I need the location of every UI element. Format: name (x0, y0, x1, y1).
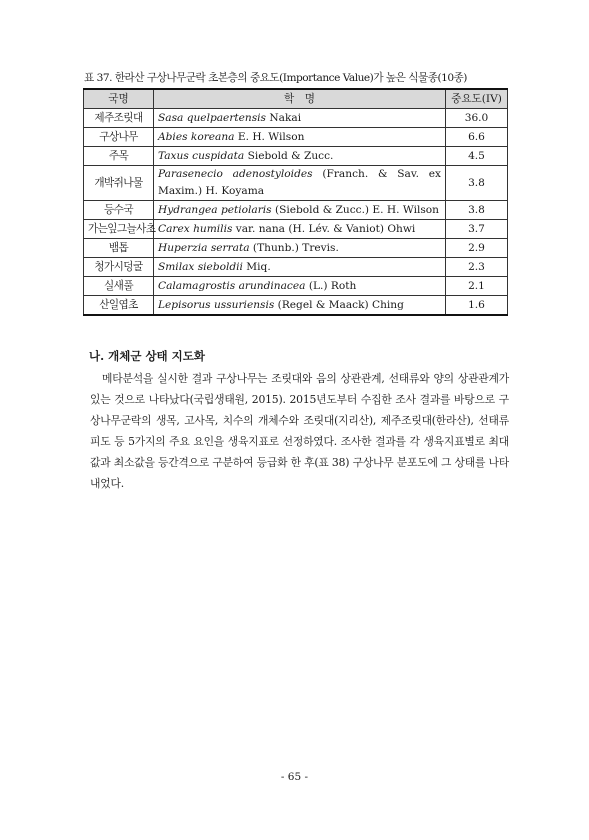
scientific-name-cell (154, 166, 446, 201)
korean-name-cell: 가는잎그늘사초 (84, 220, 154, 239)
scientific-name-italic: Parasenecio adenostyloides (158, 168, 313, 180)
scientific-name-italic: Hydrangea petiolaris (158, 203, 272, 216)
scientific-name-cell (154, 258, 446, 277)
header-importance-value: 중요도(IV) (446, 89, 508, 109)
scientific-name-italic: Smilax sieboldii (158, 260, 243, 273)
korean-name-cell: 청가시덩굴 (84, 258, 154, 277)
scientific-name-italic: Abies koreana (158, 130, 235, 143)
scientific-name-cell (154, 147, 446, 166)
korean-name-cell: 구상나무 (84, 128, 154, 147)
scientific-name-italic: Sasa quelpaertensis (158, 111, 266, 124)
scientific-name-cell (154, 220, 446, 239)
table-row (84, 128, 508, 147)
table-row (84, 277, 508, 296)
scientific-name-authority: (Regel & Maack) Ching (274, 298, 404, 311)
korean-name-cell: 실새풀 (84, 277, 154, 296)
table-header-row (84, 89, 508, 109)
scientific-name-authority: (L.) Roth (305, 279, 357, 292)
scientific-name-authority: (Siebold & Zucc.) E. H. Wilson (271, 203, 439, 216)
korean-name-cell: 뱀톱 (84, 239, 154, 258)
scientific-name-authority: var. nana (H. Lév. & Vaniot) Ohwi (232, 222, 416, 235)
scientific-name-italic: Carex humilis (158, 222, 233, 235)
importance-value-cell: 3.8 (446, 201, 508, 220)
korean-name-cell: 등수국 (84, 201, 154, 220)
scientific-name-cell (154, 296, 446, 316)
table-row (84, 239, 508, 258)
body-text: 메타분석을 실시한 결과 구상나무는 조릿대와 음의 상관관계, 선태류와 양의 상관관계가 있는 것으로 나타났다(국립생태원, 2015). 2015년도부터 수집한 조사 결과를 바탕으로 구상나무군락의 생목, 고사목, 치수의 개체수와 조릿대(지리산), 제주조릿대(한라산), 선태류 피도 등 5가지의 주요 요인을 생육지표로 선정하였다. 조사한 결과를 각 생육지표별로 최대값과 최소값을 등간격으로 구분하여 등급화 한 후(표 38) 구상나무 분포도에 그 상태를 나타내었다. (90, 372, 509, 490)
scientific-name-italic: Lepisorus ussuriensis (158, 298, 275, 311)
scientific-name-authority: Siebold & Zucc. (244, 149, 334, 162)
scientific-name-cell (154, 201, 446, 220)
header-korean-name: 국명 (84, 89, 154, 109)
korean-name-cell: 산일엽초 (84, 296, 154, 316)
importance-value-cell: 2.1 (446, 277, 508, 296)
table-row (84, 109, 508, 128)
importance-value-cell: 3.8 (446, 166, 508, 201)
importance-value-table (83, 88, 508, 316)
scientific-name-authority: Miq. (242, 260, 271, 273)
importance-value-cell: 2.3 (446, 258, 508, 277)
scientific-name-italic: Calamagrostis arundinacea (158, 279, 306, 292)
table-row (84, 147, 508, 166)
table-caption: 표 37. 한라산 구상나무군락 초본층의 중요도(Importance Value)가 높은 식물종(10종) (84, 72, 467, 84)
body-paragraph (90, 368, 509, 494)
scientific-name-cell (154, 128, 446, 147)
importance-value-cell: 6.6 (446, 128, 508, 147)
scientific-name-authority: Nakai (266, 111, 302, 124)
importance-value-cell: 1.6 (446, 296, 508, 316)
table-row (84, 296, 508, 316)
importance-value-cell: 2.9 (446, 239, 508, 258)
scientific-name-cell (154, 239, 446, 258)
scientific-name-italic: Huperzia serrata (158, 241, 250, 254)
scientific-name-authority: (Thunb.) Trevis. (249, 241, 339, 254)
scientific-name-authority: E. H. Wilson (234, 130, 305, 143)
header-scientific-name: 학 명 (154, 89, 446, 109)
korean-name-cell: 제주조릿대 (84, 109, 154, 128)
scientific-name-cell (154, 277, 446, 296)
scientific-name-italic: Taxus cuspidata (158, 149, 245, 162)
table-row (84, 166, 508, 201)
importance-value-cell: 4.5 (446, 147, 508, 166)
table-row (84, 258, 508, 277)
page-number: - 65 - (280, 771, 309, 783)
korean-name-cell: 주목 (84, 147, 154, 166)
scientific-name-cell (154, 109, 446, 128)
korean-name-cell: 개박쥐나물 (84, 166, 154, 201)
table-row (84, 220, 508, 239)
importance-value-cell: 36.0 (446, 109, 508, 128)
scientific-name-authority: (Franch. & Sav. ex Maxim.) H. Koyama (158, 168, 441, 197)
section-title: 나. 개체군 상태 지도화 (89, 349, 205, 363)
table-row (84, 201, 508, 220)
importance-value-cell: 3.7 (446, 220, 508, 239)
